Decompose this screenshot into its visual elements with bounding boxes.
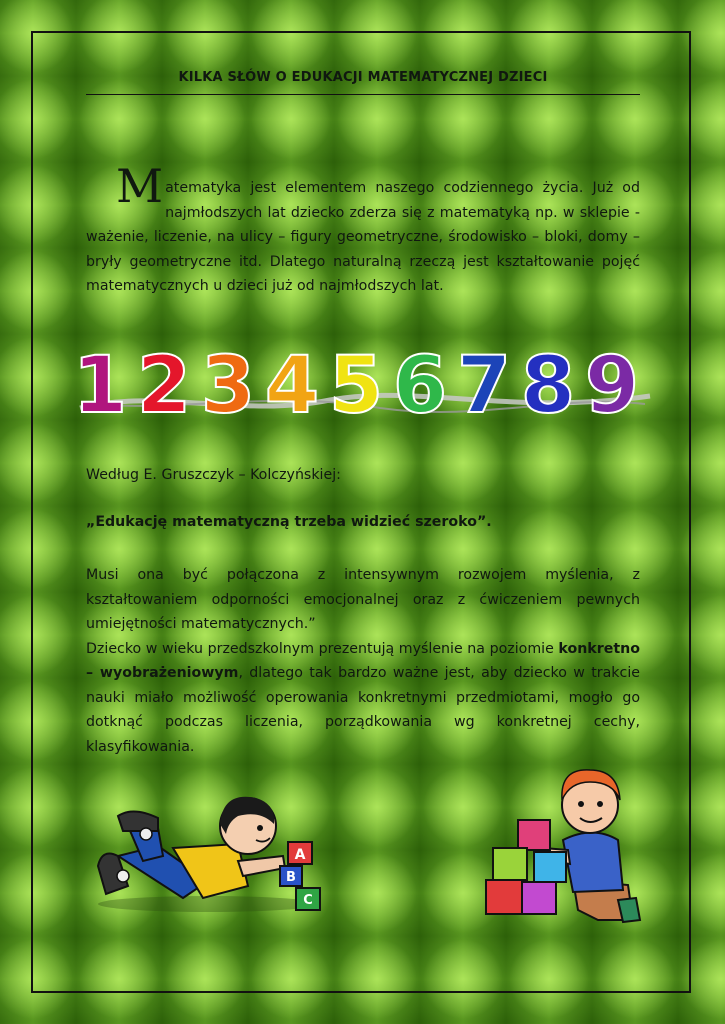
body-part-2: Dziecko w wieku przedszkolnym prezentują myślenie na poziomie	[86, 640, 554, 657]
block-a: A	[294, 847, 306, 863]
digit-3: 3	[200, 341, 256, 431]
crawling-boy-illustration	[88, 786, 328, 916]
page-title: KILKA SŁÓW O EDUKACJI MATEMATYCZNEJ DZIECI	[178, 70, 548, 85]
title-underline	[86, 94, 640, 95]
body-bold-term: konkretno – wyobrażeniowym	[86, 640, 640, 681]
digit-5: 5	[328, 341, 384, 431]
block-c: C	[303, 893, 313, 908]
body-paragraph	[86, 563, 640, 759]
digit-6: 6	[392, 341, 448, 431]
body-part-1: Musi ona być połączona z intensywnym rozwojem myślenia, z kształtowaniem odporności emocjonalnej oraz z ćwiczeniem pewnych umiejętności matematycznych.”	[86, 567, 640, 632]
digit-7: 7	[456, 341, 512, 431]
block-building-boy-illustration	[478, 760, 643, 930]
drop-cap: M	[116, 159, 164, 213]
citation: Według E. Gruszczyk – Kolczyńskiej:	[86, 467, 341, 483]
body-part-3: , dlatego tak bardzo ważne jest, aby dziecko w trakcie nauki miało możliwość operowania konkretnymi przedmiotami, mogło go dotknąć podczas liczenia, porządkowania wg konkretnej cechy, klasyfikowania.	[86, 665, 640, 755]
digit-2: 2	[136, 341, 192, 431]
digit-4: 4	[264, 341, 320, 431]
intro-paragraph	[86, 159, 640, 299]
intro-text: atematyka jest elementem naszego codziennego życia. Już od najmłodszych lat dziecko zderza się z matematyką np. w sklepie - ważenie, liczenie, na ulicy – figury geometryczne, środowisko – bloki, domy – bryły geometryczne itd. Dlatego naturalną rzeczą jest kształtowanie pojęć matematycznych u dzieci już od najmłodszych lat.	[86, 180, 640, 294]
digit-8: 8	[520, 341, 576, 431]
block-b: B	[286, 870, 296, 885]
digit-1: 1	[72, 341, 128, 431]
numbers-illustration	[72, 338, 650, 431]
body-part-2-wrap	[86, 637, 640, 760]
digit-9: 9	[584, 341, 640, 431]
quote: „Edukację matematyczną trzeba widzieć szeroko”.	[86, 514, 492, 530]
